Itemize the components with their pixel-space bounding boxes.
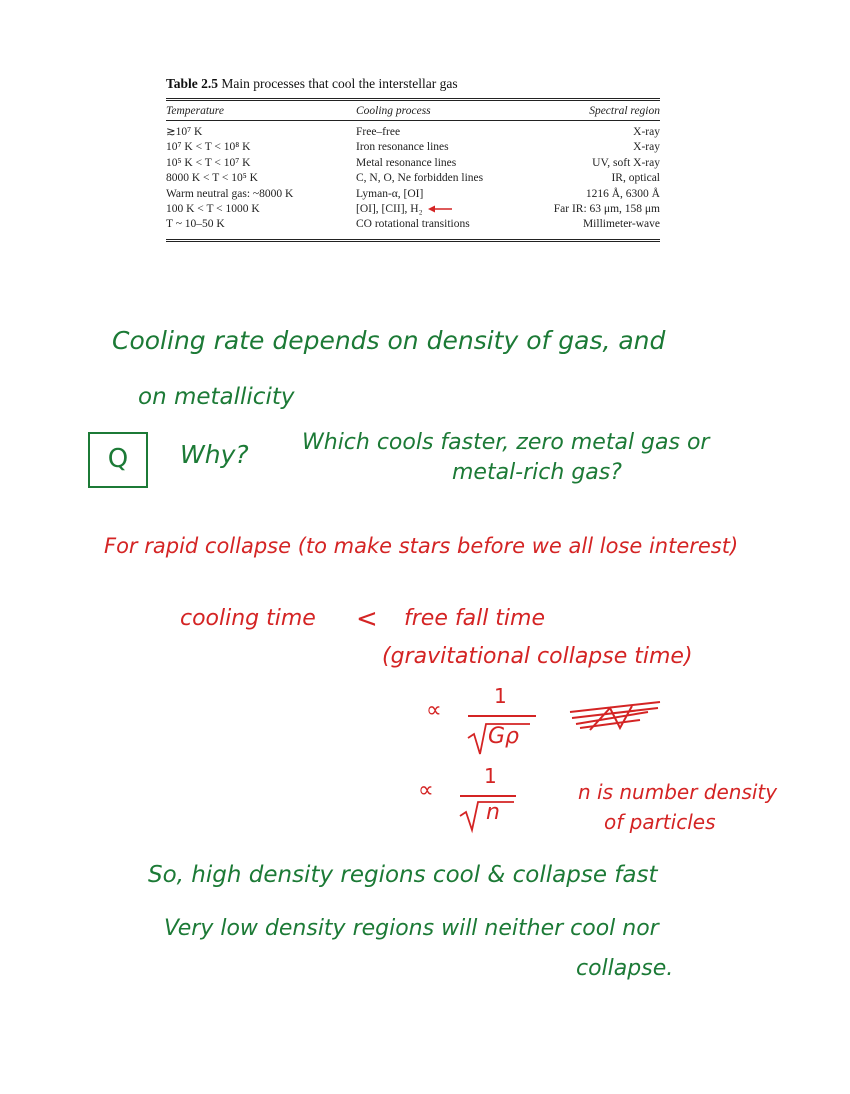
cell-spectral: UV, soft X-ray — [592, 156, 660, 169]
cell-process: C, N, O, Ne forbidden lines — [356, 172, 484, 185]
cell-temperature: ≳10⁷ K — [166, 126, 203, 138]
note-free-fall: free fall time — [404, 606, 546, 631]
note-metallicity: on metallicity — [138, 384, 295, 410]
cell-temperature: Warm neutral gas: ~8000 K — [166, 187, 294, 200]
header-temperature: Temperature — [166, 105, 224, 117]
cell-spectral: IR, optical — [611, 172, 660, 185]
cell-process: Lyman-α, [OI] — [356, 187, 424, 200]
cell-temperature: 10⁷ K < T < 10⁸ K — [166, 141, 251, 154]
note-cooling-time: cooling time — [180, 606, 316, 631]
cell-spectral: X-ray — [633, 141, 660, 154]
sqrt1-sign — [468, 724, 530, 754]
question-mark-label: Q — [107, 444, 129, 474]
crossed-out-scribble — [570, 702, 660, 730]
note-n-definition: n is number density — [578, 780, 778, 804]
proportional-symbol-2: ∝ — [418, 778, 434, 803]
cell-process: Free–free — [356, 126, 401, 138]
cell-temperature: 8000 K < T < 10⁵ K — [166, 172, 258, 185]
cell-process: Metal resonance lines — [356, 156, 457, 169]
proportional-symbol-1: ∝ — [426, 698, 442, 723]
table-number: Table 2.5 — [166, 76, 219, 91]
fraction2-denominator: n — [486, 800, 500, 825]
fraction1-denominator: Gρ — [488, 724, 520, 749]
note-which-cools: Which cools faster, zero metal gas or — [302, 430, 710, 455]
fraction2-numerator: 1 — [484, 764, 497, 788]
note-very-low-density: Very low density regions will neither cool nor — [164, 916, 659, 941]
note-rapid-collapse: For rapid collapse (to make stars before we all lose interest) — [104, 534, 739, 558]
note-gravitational: (gravitational collapse time) — [382, 644, 693, 669]
cell-spectral: X-ray — [633, 126, 660, 138]
cell-temperature: T ~ 10–50 K — [166, 218, 225, 231]
cell-temperature: 10⁵ K < T < 10⁷ K — [166, 156, 251, 169]
note-collapse: collapse. — [576, 956, 674, 981]
cell-process: [OI], [CII], H₂ — [356, 203, 423, 216]
cell-process: Iron resonance lines — [356, 141, 449, 154]
note-cooling-rate: Cooling rate depends on density of gas, and — [112, 326, 666, 355]
cell-temperature: 100 K < T < 1000 K — [166, 203, 260, 216]
cell-spectral: 1216 Å, 6300 Å — [585, 187, 660, 200]
cell-spectral: Far IR: 63 μm, 158 μm — [553, 203, 660, 216]
fraction1-numerator: 1 — [494, 684, 507, 708]
note-so-high-density: So, high density regions cool & collapse fast — [148, 862, 658, 888]
header-cooling-process: Cooling process — [356, 105, 431, 117]
note-metal-rich: metal-rich gas? — [452, 460, 622, 485]
note-why: Why? — [180, 440, 249, 469]
note-less-than: < — [356, 604, 378, 634]
note-of-particles: of particles — [604, 810, 716, 834]
sqrt2-sign — [460, 802, 514, 830]
cell-spectral: Millimeter-wave — [582, 218, 660, 231]
cell-process: CO rotational transitions — [356, 218, 470, 231]
header-spectral-region: Spectral region — [589, 105, 660, 117]
table-title: Main processes that cool the interstellar gas — [221, 76, 458, 91]
